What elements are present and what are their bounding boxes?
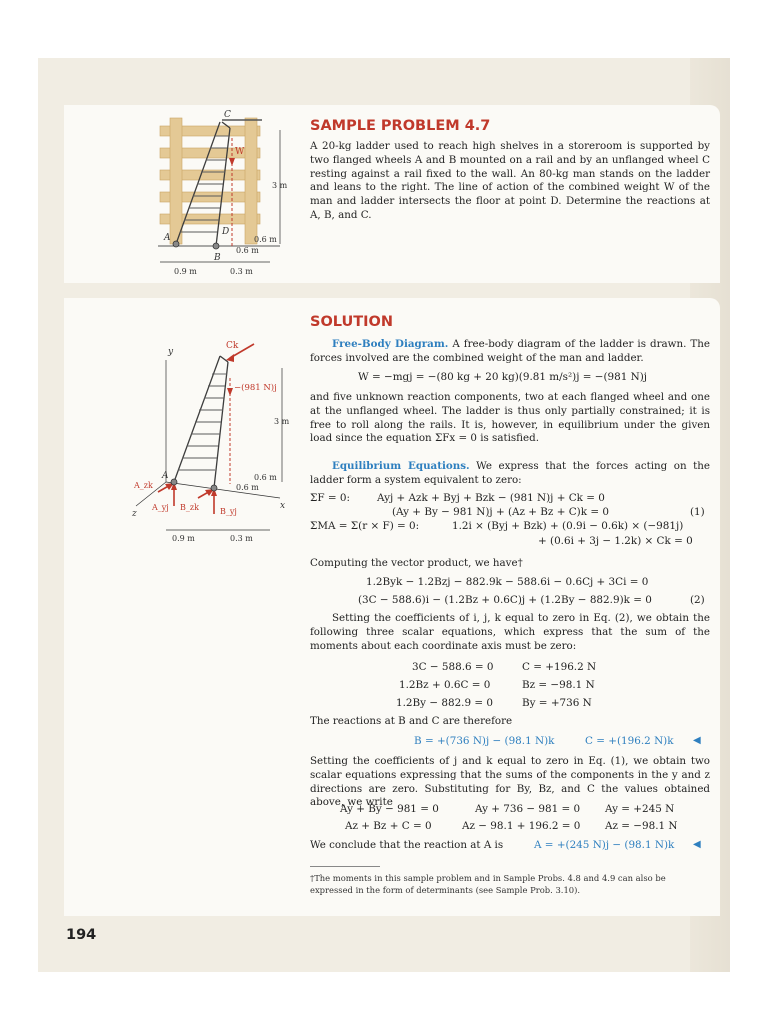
problem-title: SAMPLE PROBLEM 4.7 — [310, 118, 491, 134]
fbd-paragraph-2: and five unknown reaction components, two at each flanged wheel and one at the unflanged wheel. The ladder is thus only partially constrained; it is free to roll along the rails. It is, however, in equilibrium under the given load since the equation ΣFx = 0 is satisfied. — [310, 391, 710, 445]
weight-equation: W = −mgj = −(80 kg + 20 kg)(9.81 m/s²)j = −(981 N)j — [358, 371, 647, 383]
problem-statement: A 20-kg ladder used to reach high shelves in a storeroom is supported by two flanged wheels A and B mounted on a rail and by an unflanged wheel C resting against a rail fixed to the wall. An 80-kg man stands on the ladder and leans to the right. The line of action of the combined weight W of the man and ladder intersects the floor at point D. Determine the reactions at A, B, and C. — [310, 140, 710, 221]
fbd-label-y: y — [168, 347, 174, 357]
final-eq-2c: Az = −98.1 N — [605, 820, 678, 832]
footnote-rule — [310, 866, 380, 867]
sumM-line1: 1.2i × (Byj + Bzk) + (0.9i − 0.6k) × (−981j) — [452, 520, 684, 532]
sumF-label: ΣF = 0: — [310, 492, 350, 504]
shelves — [160, 118, 260, 244]
solution-title: SOLUTION — [310, 314, 394, 330]
sumF-line1: Ayj + Azk + Byj + Bzk − (981 N)j + Ck = 0 — [377, 492, 605, 504]
label-d4: 0.3 m — [230, 267, 253, 276]
label-D: D — [222, 227, 230, 237]
label-W: W — [235, 147, 245, 157]
label-d1: 0.6 m — [254, 235, 277, 244]
sumF-line2: (Ay + By − 981 N)j + (Az + Bz + C)k = 0 — [392, 506, 609, 518]
scalar-eq-2-lhs: 1.2Bz + 0.6C = 0 — [399, 679, 491, 691]
A-result: A = +(245 N)j − (98.1 N)k — [534, 839, 675, 851]
final-eq-1c: Ay = +245 N — [605, 803, 675, 815]
label-B: B — [214, 253, 221, 263]
fbd-label-A: A — [162, 471, 169, 481]
conclude-text: We conclude that the reaction at A is — [310, 839, 504, 851]
sumM-line2: + (0.6i + 3j − 1.2k) × Ck = 0 — [538, 535, 693, 547]
scalar-eq-3-lhs: 1.2By − 882.9 = 0 — [396, 697, 494, 709]
sumM-label: ΣMA = Σ(r × F) = 0: — [310, 520, 420, 532]
fbd-text: A free-body diagram of the ladder is drawn. The forces involved are the combined weight of the man and ladder. — [310, 338, 710, 364]
final-eq-2a: Az + Bz + C = 0 — [345, 820, 432, 832]
fbd-label-Bzk: B_zk — [180, 503, 199, 512]
reactions-text: The reactions at B and C are therefore — [310, 715, 513, 727]
fbd-label-W: −(981 N)j — [234, 383, 277, 393]
scalar-eq-1-lhs: 3C − 588.6 = 0 — [412, 661, 494, 673]
fbd-label-Byj: B_yj — [220, 507, 237, 516]
final-eq-1a: Ay + By − 981 = 0 — [340, 803, 439, 815]
fbd-label-h: 3 m — [274, 417, 290, 426]
setting-paragraph: Setting the coefficients of j and k equal to zero in Eq. (1), we obtain two scalar equations expressing that the sums of the components in the y and z directions are zero. Substituting for By, Bz, and C the values obtained above, we write — [310, 755, 710, 809]
eq-heading: Equilibrium Equations. — [332, 460, 470, 472]
coef-paragraph: Setting the coefficients of i, j, k equal to zero in Eq. (2), we obtain the following three scalar equations, which express that the sum of the moments about each coordinate axis must be zero: — [310, 612, 710, 652]
final-eq-1b: Ay + 736 − 981 = 0 — [475, 803, 581, 815]
B-C-end-marker: ◀ — [693, 735, 701, 746]
fbd-label-Ck: Ck — [226, 341, 239, 351]
vector-text: Computing the vector product, we have† — [310, 557, 523, 569]
label-height: 3 m — [272, 181, 288, 190]
fbd-heading: Free-Body Diagram. — [332, 338, 449, 350]
footnote: †The moments in this sample problem and in Sample Probs. 4.8 and 4.9 can also be expressed in the form of determinants (see Sample Prob. 3.10). — [310, 873, 666, 895]
fbd-paragraph — [310, 338, 710, 366]
fbd-label-x: x — [280, 501, 286, 511]
page-number: 194 — [66, 927, 97, 943]
vp-line2: (3C − 588.6)i − (1.2Bz + 0.6C)j + (1.2By − 882.9)k = 0 — [358, 594, 652, 606]
fbd-label-Azk: A_zk — [134, 481, 153, 490]
fbd-label-d2: 0.6 m — [236, 483, 259, 492]
fbd-label-d3: 0.9 m — [172, 534, 195, 543]
fbd-label-d1: 0.6 m — [254, 473, 277, 482]
eq1-number: (1) — [690, 506, 705, 518]
fbd-rungs — [178, 374, 227, 470]
scalar-eq-1-rhs: C = +196.2 N — [522, 661, 597, 673]
free-body-diagram — [130, 338, 305, 543]
ladder-figure — [150, 108, 300, 280]
eq2-number: (2) — [690, 594, 705, 606]
scalar-eq-2-rhs: Bz = −98.1 N — [522, 679, 595, 691]
vp-line1: 1.2Byk − 1.2Bzj − 882.9k − 588.6i − 0.6Cj + 3Ci = 0 — [366, 576, 649, 588]
fbd-label-Ayj: A_yj — [152, 503, 169, 512]
final-eq-2b: Az − 98.1 + 196.2 = 0 — [462, 820, 581, 832]
label-A: A — [164, 233, 171, 243]
eq-paragraph — [310, 460, 710, 488]
scalar-eq-3-rhs: By = +736 N — [522, 697, 592, 709]
label-d3: 0.9 m — [174, 267, 197, 276]
fbd-label-z: z — [132, 509, 137, 519]
label-C: C — [224, 110, 231, 120]
C-result: C = +(196.2 N)k — [585, 735, 674, 747]
label-d2: 0.6 m — [236, 246, 259, 255]
eq-text: We express that the forces acting on the ladder form a system equivalent to zero: — [310, 460, 710, 486]
A-end-marker: ◀ — [693, 839, 701, 850]
B-result: B = +(736 N)j − (98.1 N)k — [414, 735, 555, 747]
fbd-label-d4: 0.3 m — [230, 534, 253, 543]
